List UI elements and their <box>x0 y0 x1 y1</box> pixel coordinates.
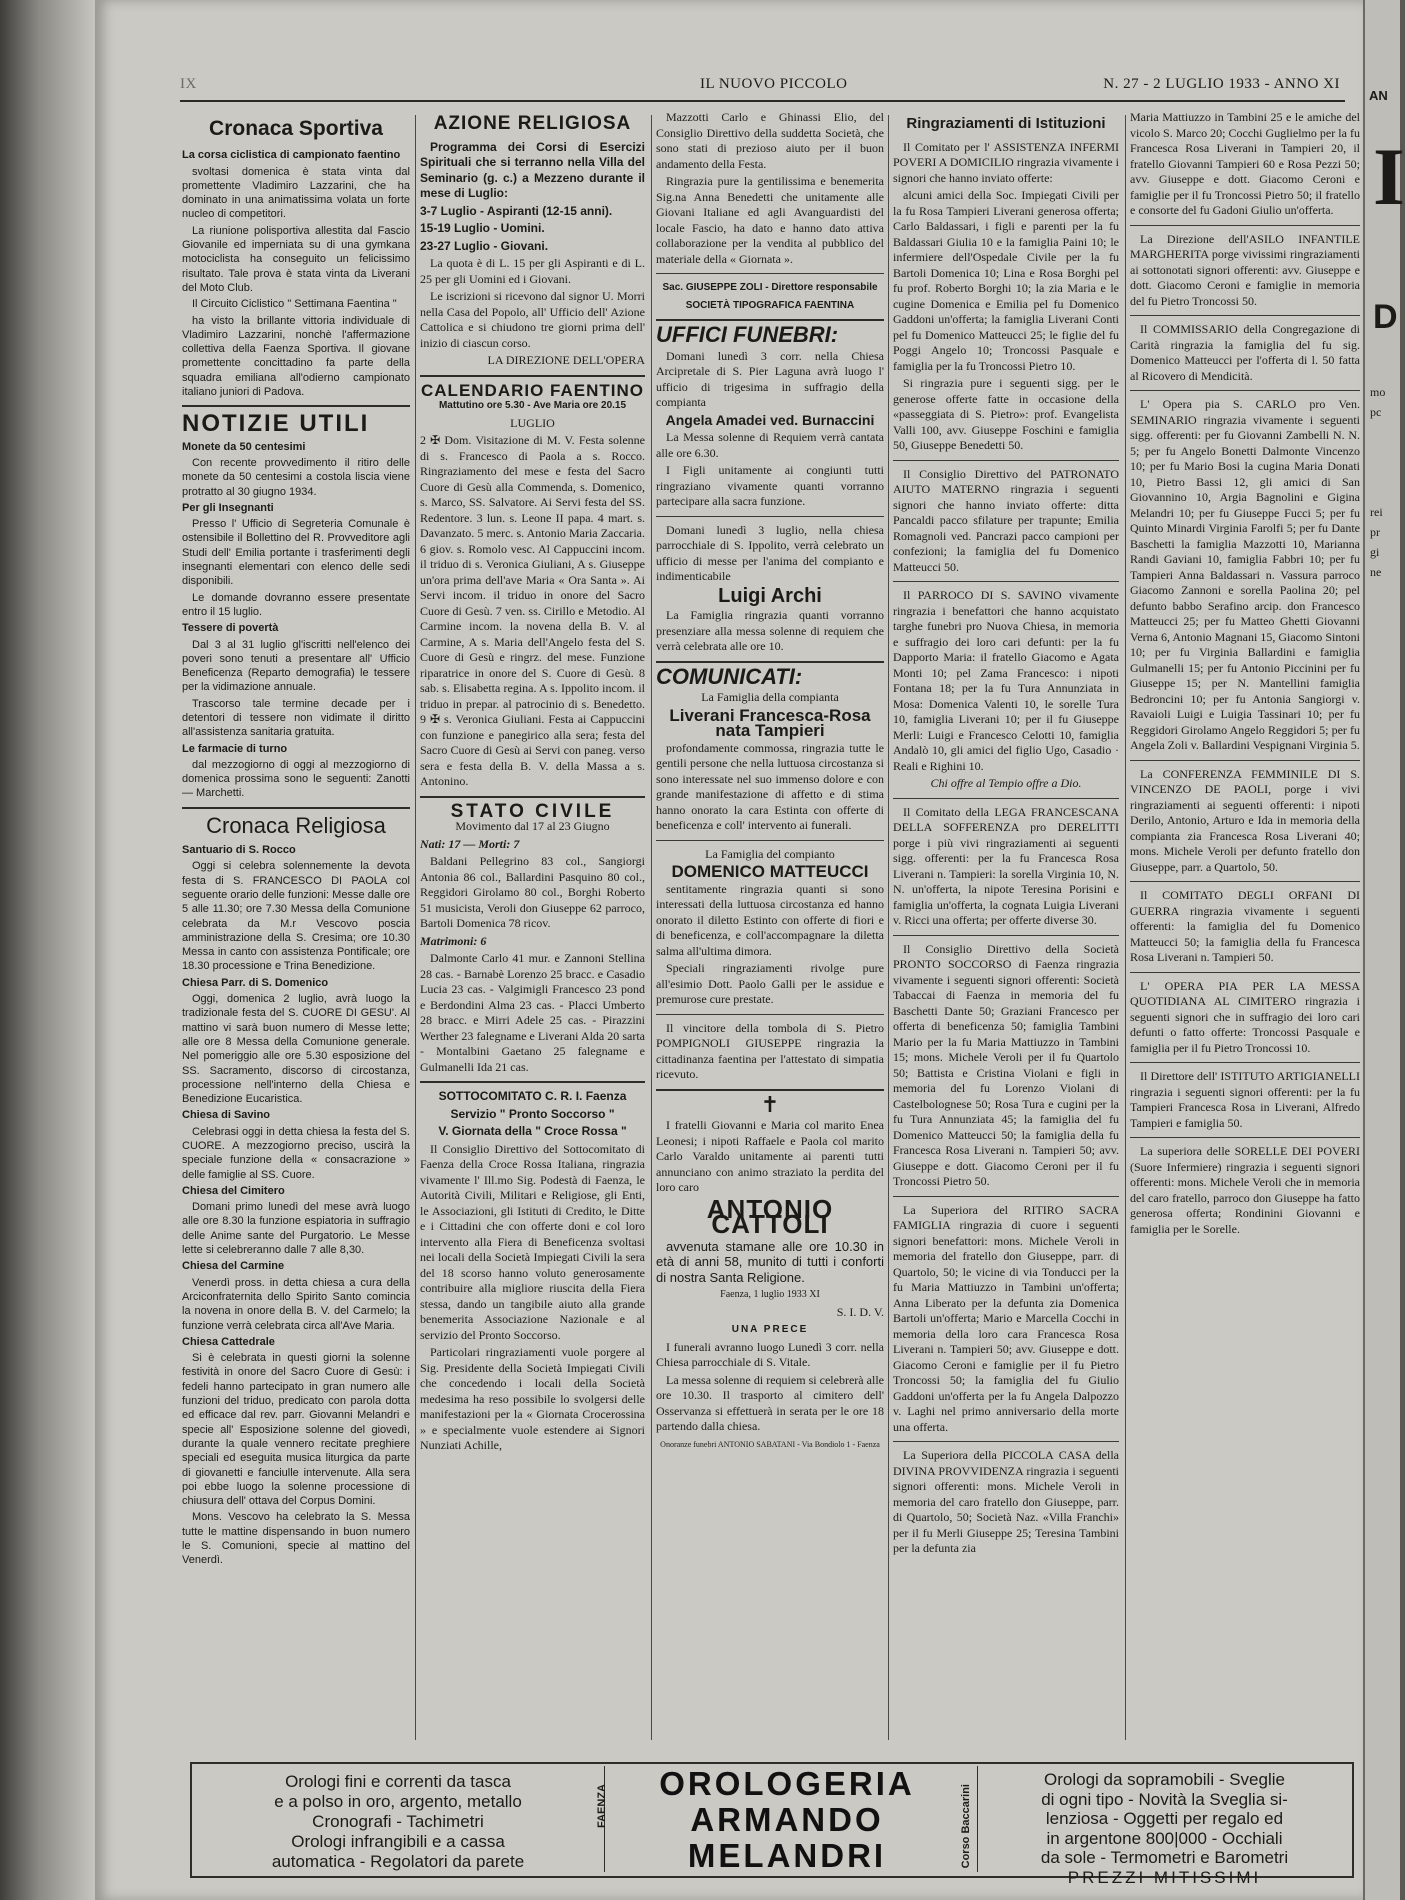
article-text: La Messa solenne di Requiem verrà cantata alle ore 6.30. <box>656 430 884 460</box>
divider <box>1130 1062 1360 1063</box>
section-title-comunicati: COMUNICATI: <box>656 663 803 689</box>
divider <box>893 1196 1119 1197</box>
column-ringraziamenti-cont <box>1130 110 1360 1740</box>
church-heading: Santuario di S. Rocco <box>182 844 296 857</box>
notice-text: Dal 3 al 31 luglio gl'iscritti nell'elenco dei poveri sono tenuti a presentare all' Ufficio Beneficenza (Reparto demografia) le tessere per la vidimazione annuale. <box>182 638 410 694</box>
ad-line: Orologi infrangibili e a cassa <box>291 1832 505 1851</box>
ad-line: da sole - Termometri e Barometri <box>1040 1848 1289 1867</box>
prayer-label: UNA PRECE <box>731 1324 809 1335</box>
divider <box>893 581 1119 582</box>
section-title-uffici: UFFICI FUNEBRI: <box>656 322 839 347</box>
notice-text: Con recente provvedimento il ritiro delle monete da 50 centesimi a costola liscia viene protratto al 30 giugno 1934. <box>182 456 410 498</box>
divider <box>656 840 884 841</box>
divider <box>893 1441 1119 1442</box>
section-title-stato-civile: STATO CIVILE <box>450 800 615 822</box>
article-text: Mazzotti Carlo e Ghinassi Elio, del Consiglio Direttivo della suddetta Società, che sono stati di prezioso aiuto per il buon andamento della Festa. <box>656 110 884 171</box>
ad-line: Orologi da sopramobili - Sveglie <box>1044 1770 1285 1789</box>
article-text: La Famiglia della compianta <box>701 690 839 704</box>
church-text: Venerdì pross. in detta chiesa a cura della Arciconfraternita dello Spirito Santo comincia la novena in onore della B. V. del Carmelo; la funzione verrà celebrata circa all'Ave Maria. <box>182 1276 410 1332</box>
obituary-text: I fratelli Giovanni e Maria col marito Enea Leonesi; i nipoti Raffaele e Paola col marito Carlo Varaldo unitamente ai parenti tutti annunciano con animo straziato la perdita del loro caro <box>656 1118 884 1194</box>
article-text: Il Circuito Ciclistico " Settimana Faentina " <box>192 298 397 311</box>
thanks-text: La superiora delle SORELLE DEI POVERI (Suore Infermiere) ringrazia i seguenti signori offerenti: mons. Michele Veroli che in memoria del caro fratello, parroco don Giuseppe ha fatto generosa offerta; Rondinini Giovanni e famiglia per le Sorelle. <box>1130 1144 1360 1236</box>
deceased-name: Liverani Francesca-Rosa nata Tampieri <box>669 705 871 740</box>
church-heading: Chiesa di Savino <box>182 1109 271 1122</box>
notice-heading: Monete da 50 centesimi <box>182 440 306 453</box>
article-text: sentitamente ringrazia quanti si sono interessati della luttuosa circostanza ed hanno onorato il diletto Estinto con offerte di fiori e di beneficenza, e coll'accompagnare la diletta salma all'ultima dimora. <box>656 881 884 958</box>
church-text: Oggi, domenica 2 luglio, avrà luogo la tradizionale festa del S. CUORE DI GESU'. Al mattino vi sarà buon numero di Messe lette; alle ore 8 Messa della Comunione generale. Nel pomeriggio alle ore 5.30 esposizione del SS. Sacramento, discorso di circostanza, processione nell'interno della Chiesa e Benedizione Eucaristica. <box>182 993 410 1106</box>
ad-right-text <box>982 1770 1347 1887</box>
section-title-ringraziamenti: Ringraziamenti di Istituzioni <box>906 115 1106 132</box>
schedule-item: 3-7 Luglio - Aspiranti (12-15 anni). <box>420 203 613 218</box>
article-text: profondamente commossa, ringrazia tutte le gentili persone che nella luttuosa circostanza si sono interessate nel suo immenso dolore e con grande manifestazione di affetto e di stima hanno onorato la cara Estinta con offerte di beneficenza e coll' intervento ai funerali. <box>656 740 884 832</box>
article-text: Il vincitore della tombola di S. Pietro POMPIGNOLI GIUSEPPE ringrazia la cittadinanza faentina per l'attestato di simpatia ricevuto. <box>656 1020 884 1081</box>
ad-line: e a polso in oro, argento, metallo <box>274 1792 522 1811</box>
column-sport-religion <box>182 110 410 1750</box>
ad-line: Orologi fini e correnti da tasca <box>285 1772 511 1791</box>
obituary-text: avvenuta stamane alle ore 10.30 in età di anni 58, munito di tutti i conforti di nostra Santa Religione. <box>656 1238 884 1285</box>
ad-line: in argentone 800|000 - Occhiali <box>1046 1828 1283 1848</box>
article-text: Particolari ringraziamenti vuole porgere al Sig. Presidente della Società Impiegati Civili che concedendo i locali della Società medesima ha reso possibile lo svolgersi delle manifestazioni per la « Giornata Crocerossina » e specialmente vuole estendere ai Signori Nunziati Achille, <box>420 1345 645 1452</box>
issue-info: N. 27 - 2 LUGLIO 1933 - ANNO XI <box>1103 76 1340 92</box>
article-text: Il Consiglio Direttivo del Sottocomitato di Faenza della Croce Rossa Italiana, ringrazia vivamente l' Ill.mo Sig. Podestà di Faenza, le Autorità Civili, Militari e Religiose, gli Enti, le Associazioni, gli Istituti di Credito, le Ditte e i Cittadini che con offerte doni e col loro intervento alla Fiera di Beneficenza svoltasi nei locali della Società Impiegati Civili la sera del 18 scorso hanno voluto generosamente contribuire alla migliore riuscita della Fiera stessa, dando un tangibile aiuto alla grande benemerita Associazione Nazionale e al servizio del Pronto Soccorso. <box>420 1141 645 1342</box>
ad-city: FAENZA <box>596 1784 608 1828</box>
divider <box>420 375 645 377</box>
divider <box>420 1081 645 1083</box>
divider <box>893 460 1119 461</box>
divider <box>420 796 645 798</box>
adjacent-fragment: mo <box>1370 385 1386 399</box>
adjacent-fragment: ne <box>1370 565 1382 579</box>
cri-subtitle: Servizio " Pronto Soccorso " <box>450 1106 615 1121</box>
calendar-subtitle: Mattutino ore 5.30 - Ave Maria ore 20.15 <box>438 400 627 411</box>
thanks-text: Il Direttore dell' ISTITUTO ARTIGIANELLI ringrazia i seguenti signori offerenti: per la fu Tampieri Francesca Rosa in Liverani, Alfredo Tampieri e famiglia 50. <box>1130 1069 1360 1130</box>
deceased-name: DOMENICO MATTEUCCI <box>671 862 869 881</box>
section-title-calendario: CALENDARIO FAENTINO <box>421 380 644 400</box>
divider <box>893 798 1119 799</box>
notice-text: dal mezzogiorno di oggi al mezzogiorno di domenica prossima sono le seguenti: Zanotti — Marchetti. <box>182 758 410 800</box>
thanks-text: Maria Mattiuzzo in Tambini 25 e le amiche del vicolo S. Marco 20; Cocchi Guglielmo per la fu Francesca Rosa Liverani in Tampieri 20, il fratello Giovanni Tampieri 60 e Rosa Pezzi 50; avv. Giuseppe e dott. Giacomo Ceroni e famiglie per il fu Troncossi Pietro 50; il fratello e consorte del fu Gadoni Giulio un'offerta. <box>1130 110 1360 217</box>
section-title-sport: Cronaca Sportiva <box>209 117 383 140</box>
church-text: Celebrasi oggi in detta chiesa la festa del S. CUORE. A mezzogiorno preciso, uscirà la speciale funzione della « consacrazione » delle famiglie al SS. Cuore. <box>182 1125 410 1181</box>
notice-heading: Tessere di povertà <box>182 622 279 635</box>
article-text: Domani lunedì 3 luglio, nella chiesa parrocchiale di S. Ippolito, verrà celebrato un ufficio di messe per l'anima del compianto e indimenticabile <box>656 522 884 583</box>
adjacent-page-edge <box>1363 0 1405 1900</box>
notice-text: Le domande dovranno essere presentate entro il 15 luglio. <box>182 591 410 618</box>
funeral-home: Onoranze funebri ANTONIO SABATANI - Via Bondiolo 1 - Faenza <box>660 1439 880 1449</box>
thanks-text: Il Comitato della LEGA FRANCESCANA DELLA SOFFERENZA pro DERELITTI porge i più vivi ringraziamenti ai seguenti sigg. offerenti: per la fu Francesca Rosa Liverani n. Tampieri: la sorella Virginia 10, N. N. un'offerta, la nipote Teresina Porisini e famiglia un'offerta, la cognata Luigia Liverani v. Ricci una offerta; per offerte diverse 30. <box>893 804 1119 927</box>
church-heading: Chiesa del Cimitero <box>182 1184 285 1197</box>
section-title-notizie: NOTIZIE UTILI <box>182 410 370 438</box>
thanks-text: alcuni amici della Soc. Impiegati Civili per la fu Rosa Tampieri Liverani generosa offerta; Carlo Baldassari, i figli e parenti per la fu Baldassari Giulia 10 e la famiglia Paini 10; le infermiere dell'Ospedale Civile per la fu Bartoli Domenica 10; Lina e Rosa Borghi pel fu prof. Roberto Borghi 10; la zia Maria e le cugine Domenica e Emilia pel fu Domenico Gaddoni un'offerta; la famiglia Liverani Conti pel fu Domenico Matteucci 25; le figlie del fu Poggi Angelo 10; Troncossi Pasquale e famiglia per la fu Troncossi Pietro 10. <box>893 188 1119 373</box>
ad-brand-line: ARMANDO <box>690 1801 884 1838</box>
book-binding <box>0 0 95 1900</box>
divider <box>182 405 410 407</box>
divider <box>1130 972 1360 973</box>
section-title-religion: Cronaca Religiosa <box>206 812 386 838</box>
column-azione-calendario <box>420 110 645 1740</box>
divider <box>1130 390 1360 391</box>
article-text: La quota è di L. 15 per gli Aspiranti e di L. 25 per gli Uomini ed i Giovani. <box>420 256 645 286</box>
notice-heading: Le farmacie di turno <box>182 742 288 755</box>
church-heading: Chiesa Parr. di S. Domenico <box>182 976 329 989</box>
cross-icon: ✝ <box>760 1091 780 1117</box>
divider <box>656 319 884 321</box>
ad-line: automatica - Regolatori da parete <box>271 1852 525 1871</box>
article-text: La Famiglia del compianto <box>705 846 835 861</box>
thanks-text: Il PARROCO DI S. SAVINO vivamente ringrazia i benefattori che hanno acquistato targhe funebri pro Nuova Chiesa, in memoria e suffragio dei loro cari defunti: per la fu Dapporto Maria: il fratello Giacomo e Agata Monti 10; pel Zama Francesco: i nipoti Fontana 18; per la fu Tura Annunziata in Mosa: Domenica Valenti 10, le sorelle Tura 10, famiglia Liverani 10; per il fu Giuseppe Merli: Luigi e Francesco Celotti 10, famiglia Andalò 10, gli amici del figlio Ugo, Casadio · Reali e Righini 10. <box>893 588 1119 773</box>
motto: Chi offre al Tempio offre a Dio. <box>930 776 1082 790</box>
thanks-text: L' OPERA PIA PER LA MESSA QUOTIDIANA AL CIMITERO ringrazia i seguenti signori che in suffragio dei loro cari defunti o fatto offerte: Troncossi Pasquale e famiglia per il fu Pietro Troncossi 10. <box>1130 978 1360 1055</box>
church-text: Oggi si celebra solennemente la devota festa di S. FRANCESCO DI PAOLA col seguente orario delle funzioni: Messe dalle ore 5 alle 11.30; ore 7.30 Messa della Comunione celebrata da M.r Vescovo poscia amministrazione della S. Cresima; ore 10.30 Messa in canto con assistenza Pontificale; ore 18.30 processione e Trina Benedizione. <box>182 860 410 973</box>
stato-text: Baldani Pellegrino 83 col., Sangiorgi Antonia 86 col., Ballardini Pasquino 80 col., Reggidori Girolamo 80 col., Borghi Roberto 51 musicista, Veroli don Giuseppe 62 parroco, Bartoli Domenica 78 ricov. <box>420 854 645 930</box>
adjacent-fragment: gi <box>1370 545 1380 559</box>
notice-heading: Per gli Insegnanti <box>182 501 274 514</box>
schedule-item: 23-27 Luglio - Giovani. <box>420 238 549 253</box>
divider <box>893 935 1119 936</box>
article-text: Le iscrizioni si ricevono dal signor U. Morri nella Casa del Popolo, all' Ufficio dell' Azione Cattolica e si chiudono tre giorni prima dell' inizio di ciascun corso. <box>420 289 645 350</box>
thanks-text: L' Opera pia S. CARLO pro Ven. SEMINARIO ringrazia vivamente i seguenti sigg. offerenti: per fu Giovanni Zambelli N. N. 5; per fu Angelo Bonetti Dalmonte Vincenzo 10; per fu Mario Bosi la cugina Maria Donati 10, Pietro Bassi 12, gli amici di San Giovannino 10, Argia Bagnolini e Gigina Melandri 10; per fu Giuseppe Fucci 5; per fu Quinto Minardi Virginia Farolfi 5; per fu Dante Baschetti la famiglia Mazzotti 10, Marianna Randi Gaviani 10, famiglia Fabbri 10; per fu Tampieri Anna Baldassari n. Vassura parroco Giacomo Zannoni e sorella Paolina 20; pel defunto babbo Serafino arcip. don Francesco Matteucci 25; per fu Matteo Ghetti Giovanni Verna 6, Antonio Magnani 15, Giacomo Sintoni 10; per fu Virginia Ballardini e famiglia Gulmanelli 15; per fu Antonio Piccinini per fu Giuseppe 15; per N. Mantellini famiglia Bedroncini 10; per fu Antonia Sangiorgi v. Ravaioli Luigi e Luigia Tassinari 10; per fu Reggidori Girolamo Angelo Reggidori 5; per fu Angela Zoli v. Ballardini Vespignani Virginia 5. <box>1130 397 1360 752</box>
thanks-text: Il COMMISSARIO della Congregazione di Carità ringrazia la famiglia del fu sig. Domenico Matteucci per l'offerta di l. 50 fatta al Ricovero di Mendicità. <box>1130 322 1360 383</box>
ad-line: lenziosa - Oggetti per regalo ed <box>1045 1809 1284 1828</box>
column-ringraziamenti <box>893 110 1119 1740</box>
divider <box>1130 1137 1360 1138</box>
adjacent-fragment: pc <box>1370 405 1382 419</box>
divider <box>1130 881 1360 882</box>
divider <box>1130 760 1360 761</box>
ad-brand-line: OROLOGERIA <box>659 1765 915 1802</box>
stato-text: Dalmonte Carlo 41 mur. e Zannoni Stellina 28 cas. - Barnabè Lorenzo 25 bracc. e Casadio Lucia 23 cas. - Valgimigli Francesco 23 pond e Berdondini Alma 23 cas. - Placci Umberto 28 bracc. e Mirri Adele 25 cas. - Pirazzini Werther 23 falegname e Liverani Alda 20 sarta - Montalbini Gaetano 25 falegname e Gulmanelli Ida 21 cas. <box>420 951 645 1074</box>
schedule-item: 15-19 Luglio - Uomini. <box>420 221 545 235</box>
divider <box>656 516 884 517</box>
section-title-azione: AZIONE RELIGIOSA <box>433 113 632 134</box>
thanks-text: Il COMITATO DEGLI ORFANI DI GUERRA ringrazia vivamente i seguenti offerenti: la famiglia del fu Domenico Matteucci 50; la famiglia della fu Francesca Rosa Liverani n. Tampieri 50. <box>1130 888 1360 964</box>
ad-left-text <box>198 1772 598 1872</box>
divider <box>656 661 884 663</box>
article-text: svoltasi domenica è stata vinta dal promettente Vladimiro Lazzarini, che ha dominato in una animatissima volata un forte nucleo di competitori. <box>182 165 410 221</box>
church-text: Si è celebrata in questi giorni la solenne festività in onore del Sacro Cuore di Gesù: i fedeli hanno partecipato in gran numero alle funzioni del triduo, predicato con parola dotta ed efficace dal rev. parr. Giovanni Melandri e specie all' Esposizione solenne del giovedì, durante la quale vennero recitate preghiere speciali ed eseguita musica liturgica da parte di giovanetti e fanciulle intervenute. Alla sera poi ebbe luogo la solenne processione di chiusura dell' ottava del Corpus Domini. <box>182 1352 410 1508</box>
adjacent-page-letter: I <box>1373 131 1405 222</box>
thanks-text: Il Comitato per l' ASSISTENZA INFERMI POVERI A DOMICILIO ringrazia vivamente i signori che hanno inviato offerte: <box>893 139 1119 185</box>
stato-subtitle: Movimento dal 17 al 23 Giugno <box>455 819 610 833</box>
deceased-name: Angela Amadei ved. Burnaccini <box>665 411 875 428</box>
obituary-text: La messa solenne di requiem si celebrerà alle ore 10.30. Il trasporto al cimitero dell' Osservanza si effettuerà in serata per le ore 18 partendo dalla chiesa. <box>656 1372 884 1433</box>
page-number: IX <box>180 76 197 92</box>
thanks-text: La CONFERENZA FEMMINILE DI S. VINCENZO DE PAOLI, porge i vivi ringraziamenti ai seguenti offerenti: i nipoti Derilo, Antonio, Arturo e Ida in memoria della compianta zia Francesca Rosa Liverani 40; mons. Michele Veroli per defunto fratello don Giuseppe, parr. a Quartolo, 50. <box>1130 766 1360 874</box>
ad-line: Cronografi - Tachimetri <box>312 1812 484 1831</box>
ad-brand-line: MELANDRI <box>687 1837 887 1874</box>
church-heading: Chiesa Cattedrale <box>182 1335 275 1348</box>
article-text: I Figli unitamente ai congiunti tutti ringraziano vivamente quanti vorranno partecipare alla sacra funzione. <box>656 463 884 508</box>
thanks-text: La Superiora della PICCOLA CASA della DIVINA PROVVIDENZA ringrazia i seguenti signori offerenti: mons. Michele Veroli in memoria del caro fratello don Giuseppe, parr. di Quartolo, 50; Società Naz. «Villa Franchi» per il fu Merli Giuseppe 25; Teresina Tambini per la defunta zia <box>893 1448 1119 1555</box>
cri-subtitle: V. Giornata della " Croce Rossa " <box>438 1124 627 1138</box>
editor-line: Sac. GIUSEPPE ZOLI - Direttore responsabile <box>662 282 878 293</box>
article-heading: La corsa ciclistica di campionato faentino <box>182 149 401 162</box>
church-heading: Chiesa del Carmine <box>182 1260 285 1273</box>
divider <box>1130 315 1360 316</box>
column-uffici-comunicati <box>656 110 884 1740</box>
column-divider <box>1125 115 1126 1740</box>
divider <box>656 1089 884 1091</box>
divider <box>1130 225 1360 226</box>
ad-brand <box>622 1766 952 1874</box>
calendar-month: LUGLIO <box>510 415 555 430</box>
obituary-text: I funerali avranno luogo Lunedì 3 corr. nella Chiesa parrocchiale di S. Vitale. <box>656 1339 884 1369</box>
article-text: La Famiglia ringrazia quanti vorranno presenziare alla messa solenne di requiem che verrà celebrata alle ore 10. <box>656 608 884 653</box>
column-divider <box>888 115 889 1740</box>
stato-matrimoni: Matrimoni: 6 <box>420 933 487 948</box>
header-rule <box>180 100 1345 102</box>
adjacent-page-header: AN <box>1369 88 1388 103</box>
divider <box>182 807 410 809</box>
advertisement-orologeria <box>190 1762 1354 1887</box>
thanks-text: La Direzione dell'ASILO INFANTILE MARGHERITA porge vivissimi ringraziamenti ai sottonotati signori offerenti: avv. Giuseppe e dott. Giacomo Ceroni e famiglie in memoria del fu Pietro Troncossi 50. <box>1130 231 1360 308</box>
article-text: Ringrazia pure la gentilissima e benemerita Sig.na Anna Benedetti che unitamente alle Giovani Italiane ed agli Avanguardisti del locale Fascio, ha dato e hanno dato attiva collaborazione per la vendita al pubblico del materiale della « Giornata ». <box>656 174 884 266</box>
ad-line: PREZZI MITISSIMI <box>1067 1867 1262 1887</box>
church-text: Mons. Vescovo ha celebrato la S. Messa tutte le mattine dispensando in buon numero le S. Comunioni, specie al mattino del Venerdì. <box>182 1511 410 1567</box>
adjacent-fragment: rei <box>1370 505 1383 519</box>
obituary-name: ANTONIO CATTOLI <box>706 1193 834 1239</box>
section-title-cri: SOTTOCOMITATO C. R. I. Faenza <box>438 1089 627 1103</box>
divider <box>656 273 884 274</box>
newspaper-title: IL NUOVO PICCOLO <box>700 76 848 92</box>
page-header <box>105 76 1340 100</box>
article-text: Programma dei Corsi di Esercizi Spirituali che si terranno nella Villa del Seminario (g. c.) a Mezzeno durante il mese di Luglio: <box>420 139 645 200</box>
column-divider <box>651 115 652 1740</box>
obituary-sidv: S. I. D. V. <box>836 1304 884 1319</box>
notice-text: Trascorso tale termine decade per i detentori di tessere non vidimate il diritto all'assistenza sanitaria gratuita. <box>182 697 410 739</box>
deceased-name: Luigi Archi <box>718 584 822 607</box>
article-text: Domani lunedì 3 corr. nella Chiesa Arcipretale di S. Pier Laguna avrà luogo l' ufficio di trigesima in suffragio della compianta <box>656 348 884 409</box>
stato-counts: Nati: 17 — Morti: 7 <box>420 836 520 851</box>
article-text: ha visto la brillante vittoria individuale di Vladimiro Lazzarini, nonchè l'affermazione collettiva della Faenza Sportiva. Il giovane promettente concittadino fa parte della squadra emiliana all'odierno campionato italiano juniori di Padova. <box>182 314 410 399</box>
column-divider <box>415 115 416 1740</box>
divider <box>656 1014 884 1015</box>
church-text: Domani primo lunedì del mese avrà luogo alle ore 8.30 la funzione espiatoria in suffragio delle Anime sante del Purgatorio. Le Messe lette si celebreranno dalle 7 alle 8,30. <box>182 1201 410 1257</box>
calendar-text: 2 ✠ Dom. Visitazione di M. V. Festa solenne di s. Francesco di Paola a s. Rocco. Ringraziamento del mese e festa del Sacro Cuore di Gesù alla Commenda, s. Domenico, s. Marco, SS. Salvatore. Ai Servi festa del SS. Redentore. 3 lun. s. Leone II papa. 4 mart. s. Davanzato. 5 merc. s. Antonio Maria Zaccaria. 6 giov. s. Romolo vesc. Al Cappuccini incom. il triduo di s. Veronica Giuliani, A s. Giuseppe un'ora prima dell'ave Maria « Ora Santa ». Ai Servi incom. il triduo in onore del Sacro Cuore di Gesù. 7 ven. ss. Cirillo e Metodio. Al Carmine incom. la novena della B. V. al Carmine, A s. Maria dell'Angelo festa del S. Cuore di Gesù e ringrz. del mese. Funzione riparatrice in onore del S. Cuore di Gesù. 8 sab. s. Elisabetta regina. A s. Ippolito incom. il triduo in prepar. al patrocinio di s. Benedetto. 9 ✠ s. Veronica Giuliani. Festa ai Cappuccini con funzione e panegirico alla sera; festa del Sacro Cuore di Gesù ai Servi con paneg. verso sera e festa della B. V. della Massa a s. Antonino. <box>420 433 645 788</box>
obituary-date: Faenza, 1 luglio 1933 XI <box>720 1289 820 1300</box>
article-text: Speciali ringraziamenti rivolge pure all'esimio Dott. Paolo Galli per le assidue e premurose cure prestate. <box>656 961 884 1006</box>
thanks-text: La Superiora del RITIRO SACRA FAMIGLIA ringrazia di cuore i seguenti signori benefattori: mons. Michele Veroli in memoria del fratello don Giuseppe, parr. di Quartolo, 50; le vicine di via Tonducci per la fu Maria Mattiuzzo in Tambini un'offerta; Anna Liberato per la defunta zia Domenica Bartoli un'offerta; Mario e Marcella Cocchi in memoria della loro cara Francesca Rosa Liverani n. Tampieri 50; avv. Giuseppe e dott. Giacomo Ceroni e famiglie per il fu Pietro Troncossi 50; la famiglia del fu Giulio Gaddoni un'offerta per la fu Angela Dalpozzo v. Laghi nel primo anniversario della morte una offerta. <box>893 1202 1119 1434</box>
adjacent-page-letter-d: D <box>1373 298 1398 336</box>
ad-street: Corso Baccarini <box>960 1784 972 1869</box>
thanks-text: Il Consiglio Direttivo del PATRONATO AIUTO MATERNO ringrazia i seguenti signori che hanno inviato offerte: ditta Pancaldi pacco sfilature per trapunte; Emilia Romagnoli ved. Pancrazi pacco campioni per confezioni; la famiglia del fu Domenico Matteucci 50. <box>893 466 1119 574</box>
printer-line: SOCIETÀ TIPOGRAFICA FAENTINA <box>685 299 855 311</box>
thanks-text: Il Consiglio Direttivo della Società PRONTO SOCCORSO di Faenza ringrazia vivamente i seguenti signori offerenti: Società Tabaccai di Faenza in memoria del fu Baschetti Dante 50; Graziani Francesco per offerta di beneficenza 50; famiglia Tambini Mario per la fu Maria Mattiuzzo in Tambini 15; mons. Michele Veroli per il fu Quartolo 50; Battista e Cristina Violani e figli in memoria del fu Lorenzo Violani di Castelbolognese 50; Rosa Tura e cugini per la fu Tura Annunziata 45; la famiglia del fu Domenico Matteucci 50; la famiglia della fu Francesca Rosa Liverani n. Tampieri 50; avv. Giuseppe e dott. Giacomo Ceroni per il fu Troncossi Pietro 50. <box>893 941 1119 1188</box>
ad-line: di ogni tipo - Novità la Sveglia si- <box>1041 1789 1288 1809</box>
article-text: La riunione polisportiva allestita dal Fascio Giovanile ed imperniata su di una gymkana motociclista ha conseguito un felicissimo risultato. Tale prova è stata vinta da Liverani del Moto Club. <box>182 224 410 294</box>
adjacent-fragment: pr <box>1370 525 1380 539</box>
thanks-text: Si ringrazia pure i seguenti sigg. per le generose offerte fatte in occasione della «passeggiata di S. Pietro»: prof. Evangelista Valli 100, avv. Giuseppe Foschini e famiglia 50, Giuseppe Benedetti 50. <box>893 376 1119 452</box>
notice-text: Presso l' Ufficio di Segreteria Comunale è ostensibile il Bollettino del R. Provveditore agli Studi dell' Emilia portante i trasferimenti degli insegnanti elementari con elenco delle sedi disponibili. <box>182 518 410 588</box>
ad-divider <box>977 1766 978 1872</box>
signature: LA DIREZIONE DELL'OPERA <box>487 353 645 367</box>
